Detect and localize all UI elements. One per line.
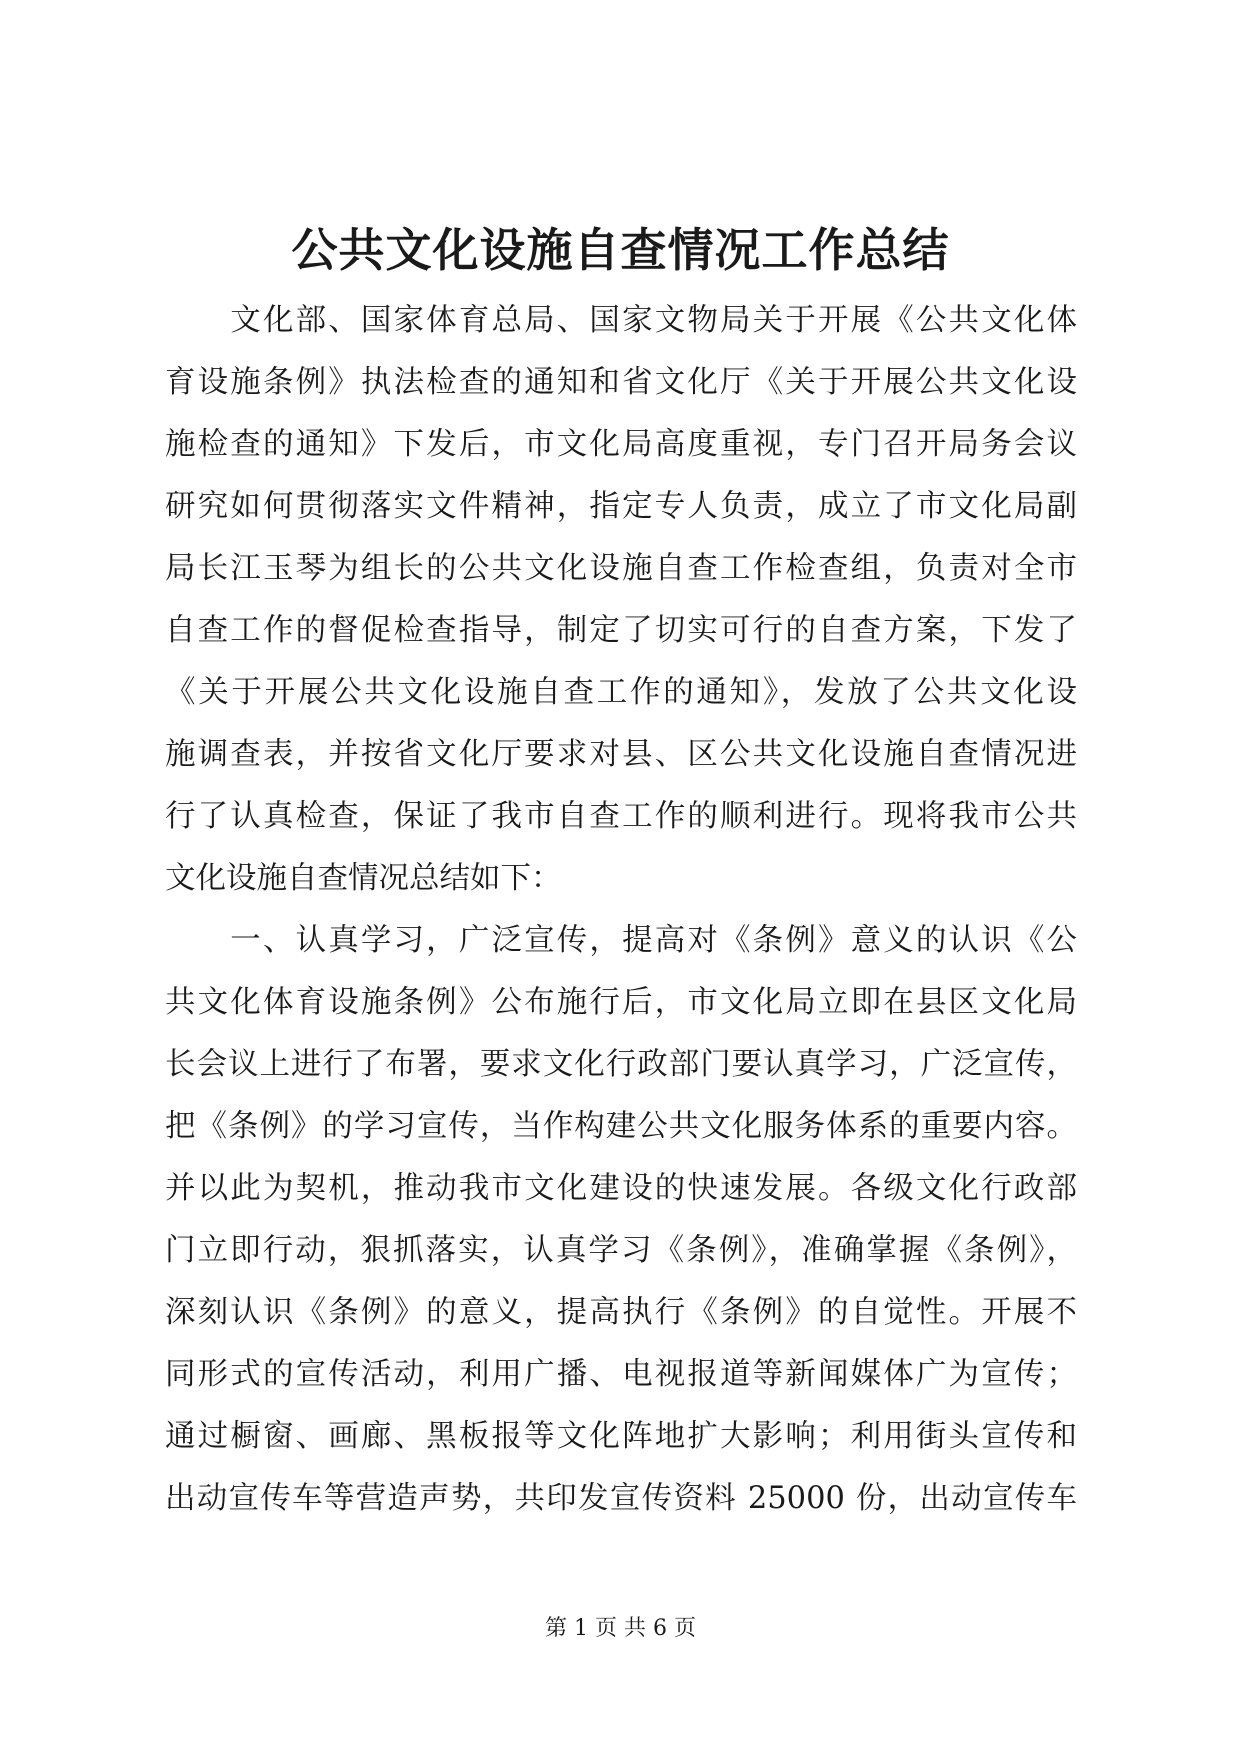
body-line: 出动宣传车等营造声势，共印发宣传资料 25000 份，出动宣传车 bbox=[165, 1481, 1077, 1516]
body-line: 门立即行动，狠抓落实，认真学习《条例》，准确掌握《条例》， bbox=[165, 1233, 1077, 1268]
body-line: 施检查的通知》下发后，市文化局高度重视，专门召开局务会议 bbox=[165, 427, 1077, 462]
document-body bbox=[165, 290, 1077, 1530]
body-line: 长会议上进行了布署，要求文化行政部门要认真学习，广泛宣传， bbox=[165, 1047, 1077, 1082]
body-line: 育设施条例》执法检查的通知和省文化厅《关于开展公共文化设 bbox=[165, 365, 1077, 400]
body-line: 行了认真检查，保证了我市自查工作的顺利进行。现将我市公共 bbox=[165, 799, 1077, 834]
document-title: 公共文化设施自查情况工作总结 bbox=[291, 223, 950, 277]
body-line: 文化部、国家体育总局、国家文物局关于开展《公共文化体 bbox=[165, 303, 1077, 338]
body-line: 把《条例》的学习宣传，当作构建公共文化服务体系的重要内容。 bbox=[165, 1109, 1077, 1144]
body-line: 共文化体育设施条例》公布施行后，市文化局立即在县区文化局 bbox=[165, 985, 1077, 1020]
body-line: 文化设施自查情况总结如下： bbox=[165, 861, 562, 896]
body-line: 并以此为契机，推动我市文化建设的快速发展。各级文化行政部 bbox=[165, 1171, 1077, 1206]
page-number-footer: 第 1 页 共 6 页 bbox=[545, 1616, 696, 1641]
body-line: 通过橱窗、画廊、黑板报等文化阵地扩大影响；利用街头宣传和 bbox=[165, 1419, 1077, 1454]
body-line: 自查工作的督促检查指导，制定了切实可行的自查方案，下发了 bbox=[165, 613, 1077, 648]
body-line: 深刻认识《条例》的意义，提高执行《条例》的自觉性。开展不 bbox=[165, 1295, 1077, 1330]
body-line: 一、认真学习，广泛宣传，提高对《条例》意义的认识《公 bbox=[165, 923, 1077, 958]
body-line: 《关于开展公共文化设施自查工作的通知》，发放了公共文化设 bbox=[165, 675, 1077, 710]
body-line: 施调查表，并按省文化厅要求对县、区公共文化设施自查情况进 bbox=[165, 737, 1077, 772]
body-line: 研究如何贯彻落实文件精神，指定专人负责，成立了市文化局副 bbox=[165, 489, 1077, 524]
body-line: 同形式的宣传活动，利用广播、电视报道等新闻媒体广为宣传； bbox=[165, 1357, 1077, 1392]
body-line: 局长江玉琴为组长的公共文化设施自查工作检查组，负责对全市 bbox=[165, 551, 1077, 586]
